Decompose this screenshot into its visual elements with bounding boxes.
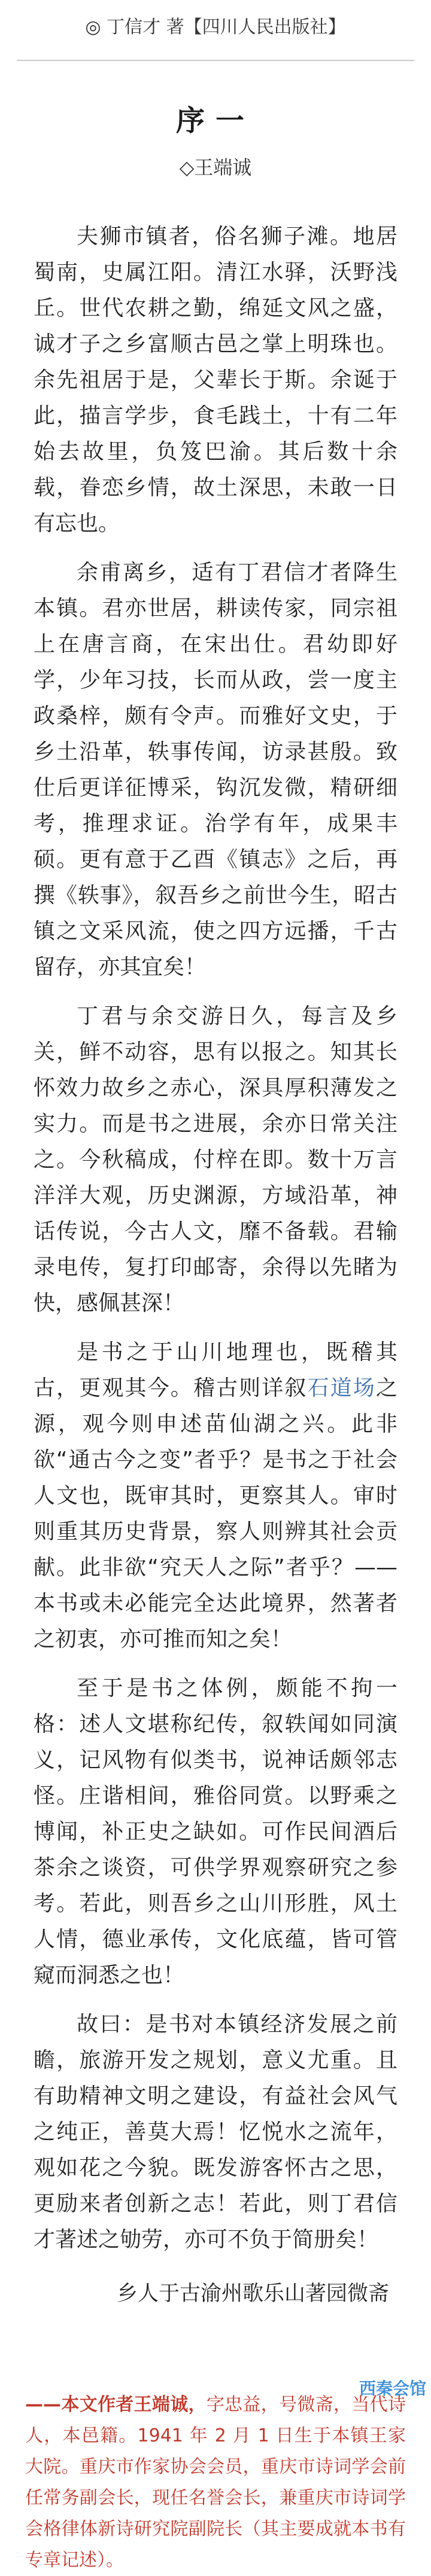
about-author-text: 字忠益，号微斋，当代诗人，本邑籍。1941 年 2 月 1 日生于本镇王家大院。重庆市作家协会会员，重庆市诗词学会前任常务副会长，现任名誉会长，兼重庆市诗词学会格律体新诗研究院副院长（其主要成就本书有专章记述）。 — [25, 2394, 406, 2571]
author-line: ◇王端诚 — [179, 156, 252, 179]
paragraph-6: 故曰：是书对本镇经济发展之前瞻，旅游开发之规划，意义尤重。且有助精神文明之建设，有益社会风气之纯正，善莫大焉！忆悦水之流年，观如花之今貌。既发游客怀古之思，更励来者创新之志！若此，则丁君信才著述之劬劳，亦可不负于简册矣！ — [34, 2012, 397, 2252]
shidaochang-link[interactable]: 石道场 — [307, 1376, 376, 1400]
about-author-lead: ——本文作者王端诚， — [25, 2394, 207, 2415]
page-title: 序一 — [175, 104, 255, 138]
about-author — [0, 2389, 431, 2576]
paragraph-4 — [34, 1335, 397, 1658]
paragraph-4-pre: 是书之于山川地理也，既稽其古，更观其今。稽古则详叙 — [34, 1340, 397, 1400]
top-credit: ◎ 丁信才 著【四川人民出版社】 — [85, 17, 346, 38]
paragraph-5: 至于是书之体例，颇能不拘一格：述人文堪称纪传，叙轶闻如同演义，记风物有似类书，说神话颇邻志怪。庄谐相间，雅俗同赏。以野乘之博闻，补正史之缺如。可作民间酒后茶余之谈资，可供学界观察研究之参考。若此，则吾乡之山川形胜，风土人情，德业承传，文化底蕴，皆可管窥而洞悉之也！ — [34, 1676, 397, 1988]
signature: 乡人于古渝州歌乐山著园微斋 — [116, 2282, 389, 2306]
paragraph-3: 丁君与余交游日久，每言及乡关，鲜不动容，思有以报之。知其长怀效力故乡之赤心，深具厚积薄发之实力。而是书之进展，余亦日常关注之。今秋稿成，付梓在即。数十万言洋洋大观，历史渊源，方域沿革，神话传说，今古人文，靡不备载。君输录电传，复打印邮寄，余得以先睹为快，感佩甚深！ — [34, 1004, 397, 1316]
watermark-logo: 西秦会馆 — [359, 2379, 426, 2398]
article-body — [0, 219, 431, 2312]
paragraph-2: 余甫离乡，适有丁君信才者降生本镇。君亦世居，耕读传家，同宗祖上在唐言商，在宋出仕。君幼即好学，少年习技，长而从政，尝一度主政桑梓，颇有令声。而雅好文史，于乡土沿革，轶事传闻，访录甚殷。致仕后更详征博采，钩沉发微，精研细考，推理求证。治学有年，成果丰硕。更有意于乙酉《镇志》之后，再撰《轶事》，叙吾乡之前世今生，昭古镇之文采风流，使之四方远播，千古留存，亦其宜矣！ — [34, 560, 397, 979]
paragraph-1: 夫狮市镇者，俗名狮子滩。地居蜀南，史属江阳。清江水驿，沃野浅丘。世代农耕之勤，绵延文风之盛，诚才子之乡富顺古邑之掌上明珠也。余先祖居于是，父辈长于斯。余诞于此，描言学步，食毛践土，十有二年始去故里，负笈巴渝。其后数十余载，眷恋乡情，故土深思，未敢一日有忘也。 — [34, 224, 397, 536]
divider — [17, 60, 414, 61]
paragraph-4-post: 之源，观今则申述苗仙湖之兴。此非欲“通古今之变”者乎？是书之于社会人文也，既审其时，更察其人。审时则重其历史背景，察人则辨其社会贡献。此非欲“究天人之际”者乎？——本书或未必能完全达此境界，然著者之初衷，亦可推而知之矣！ — [34, 1376, 397, 1652]
